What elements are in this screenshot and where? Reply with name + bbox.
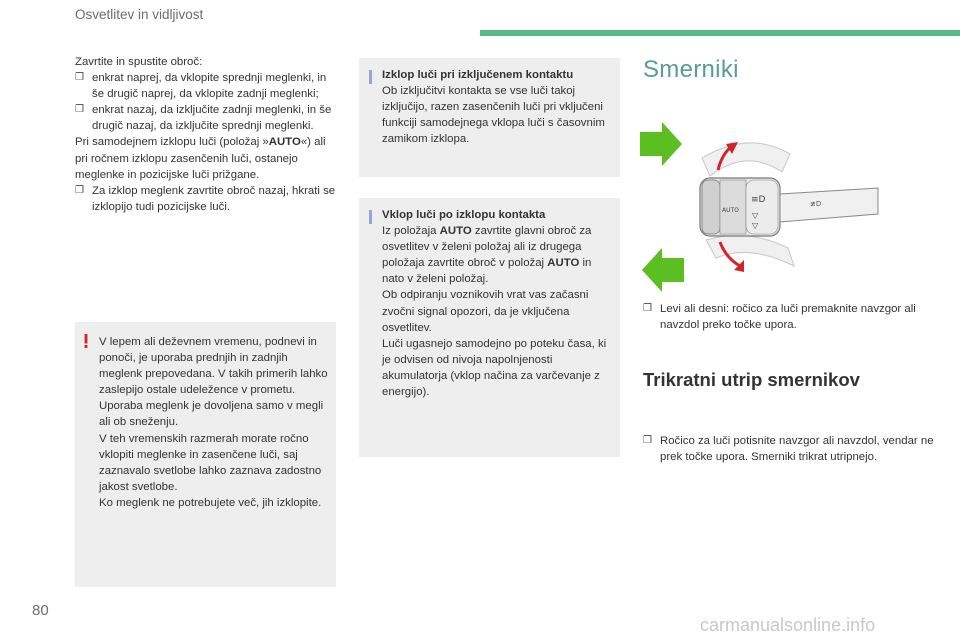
arrow-right-up-icon bbox=[640, 122, 682, 166]
info-text: Iz položaja AUTO zavrtite glavni obroč za osvetlitev v želeni položaj ali iz drugega položaja zavrtite obroč v položaj AUTO in nato v želeni položaj. bbox=[382, 225, 592, 286]
list-item: ❐ Levi ali desni: ročico za luči premaknite navzgor ali navzdol preko točke upora. bbox=[643, 303, 916, 332]
info-text: Luči ugasnejo samodejno po poteku časa, ki je odvisen od nivoja napolnjenosti akumulatorja (vklop načina za varčevanje z energijo). bbox=[382, 337, 607, 399]
turn-signals-heading: Smerniki bbox=[643, 56, 739, 83]
fog-light-instructions bbox=[75, 54, 340, 215]
info-text: Ob odpiranju voznikovih vrat vas začasni zvočni signal opozori, da je vključena osvetlitev. bbox=[382, 289, 589, 334]
info-bar-icon bbox=[369, 210, 372, 224]
list-item: ❐ Ročico za luči potisnite navzgor ali navzdol, vendar ne prek točke upora. Smerniki trikrat utripnejo. bbox=[643, 435, 934, 464]
auto-paragraph: Pri samodejnem izklopu luči (položaj »AUTO«) ali pri ročnem izklopu zasenčenih luči, ostanejo meglenke in pozicijske luči prižgane. bbox=[75, 136, 326, 181]
info-box-lights-off bbox=[359, 58, 620, 177]
check-square-icon: ❐ bbox=[75, 104, 84, 116]
fog-rear-symbol: ≢D bbox=[810, 200, 822, 208]
stalk-down-ghost bbox=[706, 236, 794, 267]
info-title: Vklop luči po izklopu kontakta bbox=[382, 209, 546, 221]
list-item: ❐ enkrat naprej, da vklopite sprednji meglenki, in še drugič naprej, da vklopite zadnji meglenki; bbox=[75, 72, 327, 101]
stalk-main bbox=[700, 178, 878, 236]
section-title: Osvetlitev in vidljivost bbox=[75, 7, 204, 22]
list-item: ❐ enkrat nazaj, da izključite zadnji meglenki, in še drugič nazaj, da izključite sprednji meglenki. bbox=[75, 104, 332, 133]
check-square-icon: ❐ bbox=[75, 184, 84, 196]
warning-text: V lepem ali deževnem vremenu, podnevi in ponoči, je uporaba prednjih in zadnjih meglenk prepovedana. V takih primerih lahko zaslepijo ostale udeležence v prometu. Uporaba meglenk je dovoljena samo v megli ali ob sneženju. V teh vremenskih razmerah morate ročno vklopiti meglenke in zasenčene luči, saj zaznavalo svetlobe lahko zaznava zadostno jakost svetlobe. Ko meglenk ne potrebujete več, jih izklopite. bbox=[99, 336, 328, 509]
info-bar-icon bbox=[369, 70, 372, 84]
exclamation-icon bbox=[84, 334, 88, 348]
info-box-lights-on bbox=[359, 198, 620, 457]
stalk-up-ghost bbox=[702, 143, 790, 176]
intro-text: Zavrtite in spustite obroč: bbox=[75, 56, 203, 68]
arrow-left-down-icon bbox=[642, 248, 684, 292]
page-number: 80 bbox=[32, 602, 49, 619]
check-square-icon: ❐ bbox=[643, 303, 652, 314]
fog-front-symbol: ≡D bbox=[751, 195, 766, 205]
svg-text:▽: ▽ bbox=[752, 221, 759, 230]
header-accent-bar bbox=[480, 30, 960, 36]
list-item: ❐ Za izklop meglenk zavrtite obroč nazaj, hkrati se izklopijo tudi pozicijske luči. bbox=[75, 184, 336, 213]
turn-signal-stalk-illustration bbox=[640, 118, 880, 294]
info-title: Izklop luči pri izključenem kontaktu bbox=[382, 69, 574, 81]
info-text: Ob izključitvi kontakta se vse luči takoj izključijo, razen zasenčenih luči pri vključeni funkciji samodejnega vklopa luči s časovnim zamikom izklopa. bbox=[382, 85, 605, 146]
check-square-icon: ❐ bbox=[75, 72, 84, 84]
check-square-icon: ❐ bbox=[643, 435, 652, 447]
auto-label: AUTO bbox=[722, 207, 739, 214]
svg-text:▽: ▽ bbox=[752, 211, 759, 220]
watermark: carmanualsonline.info bbox=[700, 615, 876, 635]
triple-flash-heading: Trikratni utrip smernikov bbox=[643, 369, 860, 390]
